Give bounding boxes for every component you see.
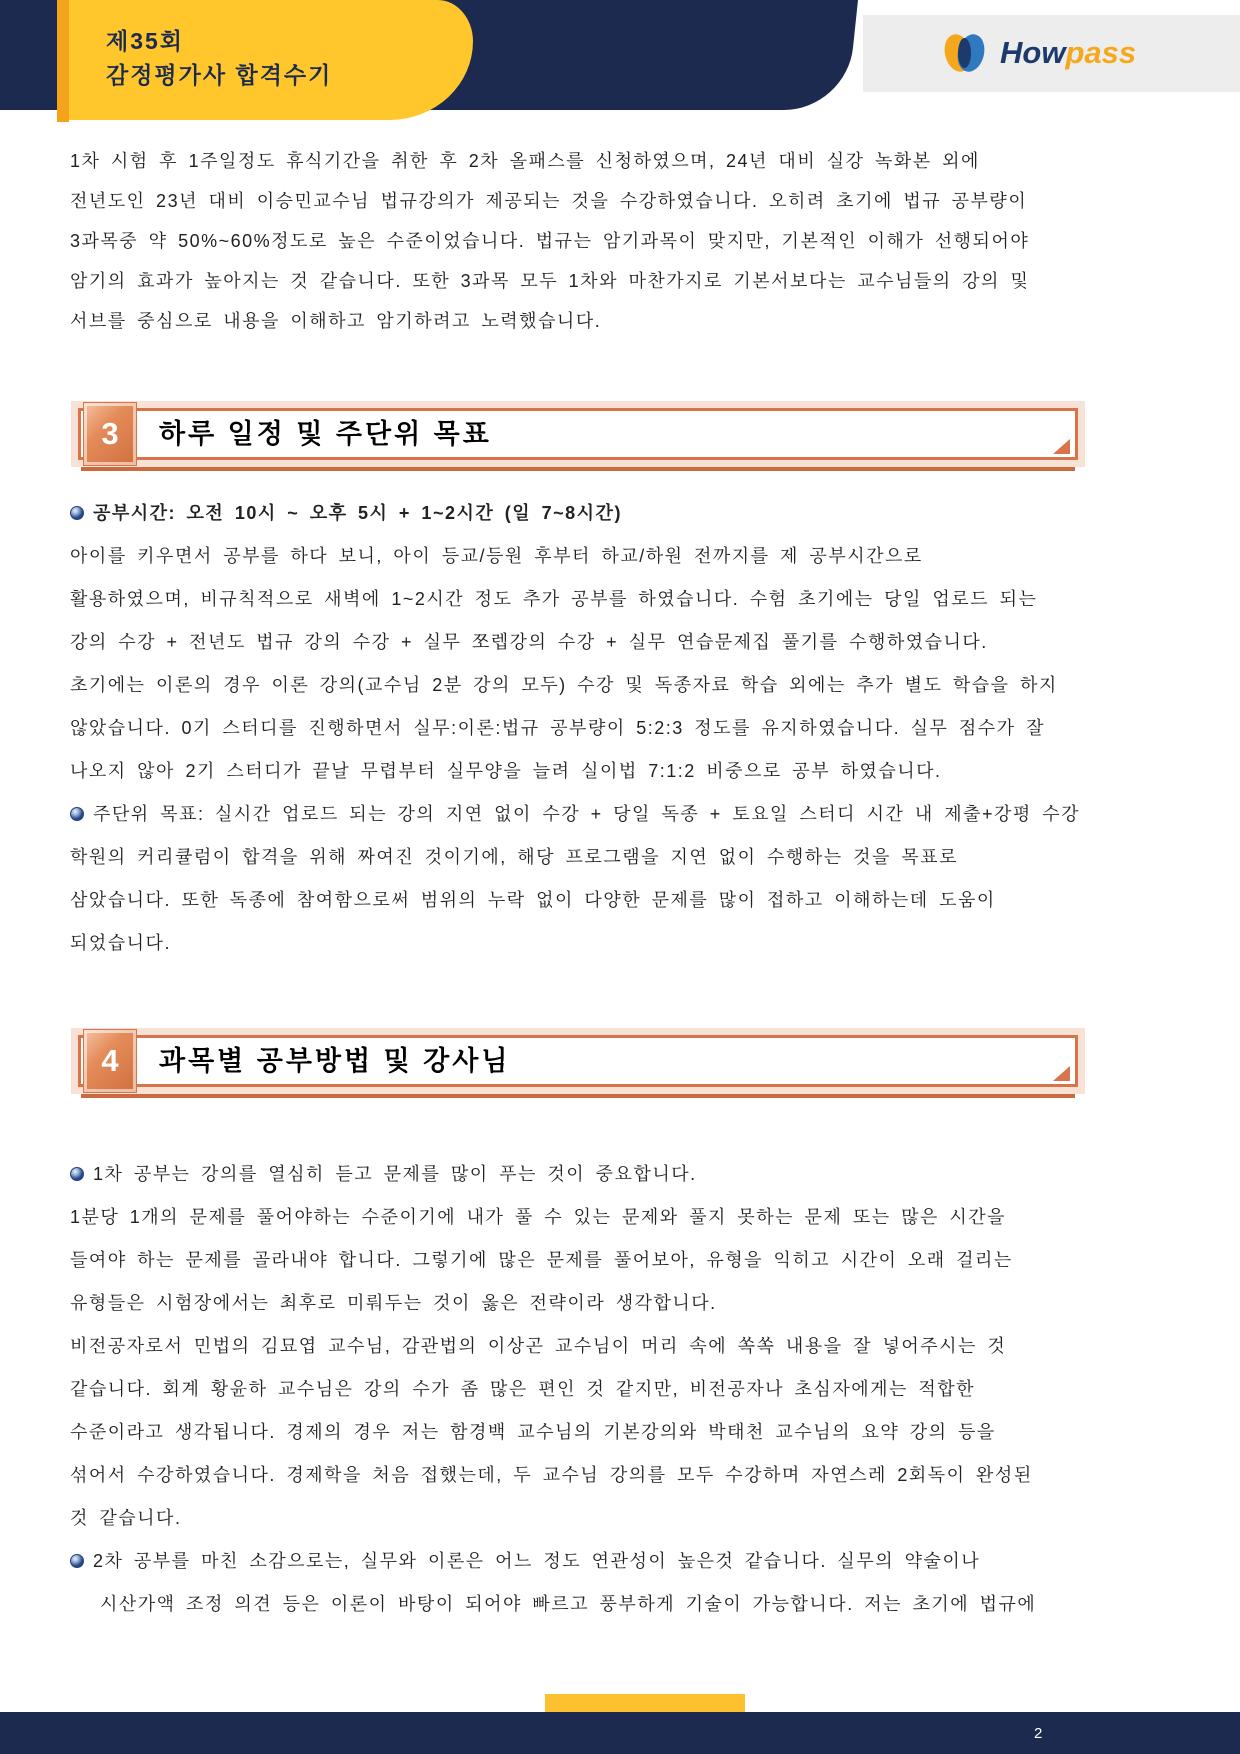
blue-bead-bullet-icon	[70, 1167, 84, 1181]
section-4-header	[78, 1035, 1078, 1087]
body-line: 공부시간: 오전 10시 ~ 오후 5시 + 1~2시간 (일 7~8시간)	[93, 503, 622, 523]
body-line: 유형들은 시험장에서는 최후로 미뤄두는 것이 옳은 전략이라 생각합니다.	[70, 1293, 717, 1313]
body-line: 섞어서 수강하였습니다. 경제학을 처음 접했는데, 두 교수님 강의를 모두 수강하며 자연스레 2회독이 완성된	[70, 1465, 1033, 1485]
bullet-line	[70, 492, 1176, 535]
body-line: 비전공자로서 민법의 김묘엽 교수님, 감관법의 이상곤 교수님이 머리 속에 쏙쏙 내용을 잘 넣어주시는 것	[70, 1336, 1007, 1356]
body-line: 되었습니다.	[70, 933, 171, 953]
logo-word-pass: pass	[1065, 35, 1137, 70]
body-line: 삼았습니다. 또한 독종에 참여함으로써 범위의 누락 없이 다양한 문제를 많이 접하고 이해하는데 도움이	[70, 890, 996, 910]
body-line: 주단위 목표: 실시간 업로드 되는 강의 지연 없이 수강 + 당일 독종 + 토요일 스터디 시간 내 제출+강평 수강	[93, 804, 1081, 824]
body-line: 않았습니다. 0기 스터디를 진행하면서 실무:이론:법규 공부량이 5:2:3 정도를 유지하였습니다. 실무 점수가 잘	[70, 718, 1045, 738]
section-3-header	[78, 408, 1078, 460]
logo-wordmark	[1000, 35, 1136, 71]
body-line: 서브를 중심으로 내용을 이해하고 암기하려고 노력했습니다.	[70, 311, 602, 331]
body-line: 초기에는 이론의 경우 이론 강의(교수님 2분 강의 모두) 수강 및 독종자료 학습 외에는 추가 별도 학습을 하지	[70, 675, 1058, 695]
intro-paragraph	[70, 141, 1176, 341]
body-line: 2차 공부를 마친 소감으로는, 실무와 이론은 어느 정도 연관성이 높은것 같습니다. 실무의 약술이나	[93, 1551, 981, 1571]
body-line: 수준이라고 생각됩니다. 경제의 경우 저는 함경백 교수님의 기본강의와 박태천 교수님의 요약 강의 등을	[70, 1422, 996, 1442]
body-line: 활용하였으며, 비규칙적으로 새벽에 1~2시간 정도 추가 공부를 하였습니다. 수험 초기에는 당일 업로드 되는	[70, 589, 1038, 609]
body-line: 학원의 커리큘럼이 합격을 위해 짜여진 것이기에, 해당 프로그램을 지연 없이 수행하는 것을 목표로	[70, 847, 959, 867]
page-number: 2	[1034, 1725, 1043, 1742]
body-line: 전년도인 23년 대비 이승민교수님 법규강의가 제공되는 것을 수강하였습니다. 오히려 초기에 법규 공부량이	[70, 191, 1028, 211]
bullet-line	[70, 1540, 1176, 1583]
body-line: 1차 공부는 강의를 열심히 듣고 문제를 많이 푸는 것이 중요합니다.	[93, 1164, 697, 1184]
body-line: 들여야 하는 문제를 골라내야 합니다. 그렇기에 많은 문제를 풀어보아, 유형을 익히고 시간이 오래 걸리는	[70, 1250, 1013, 1270]
blue-bead-bullet-icon	[70, 1554, 84, 1568]
orange-corner-triangle-icon	[1053, 439, 1070, 454]
body-line: 1분당 1개의 문제를 풀어야하는 수준이기에 내가 풀 수 있는 문제와 풀지 못하는 문제 또는 많은 시간을	[70, 1207, 1007, 1227]
bullet-line	[70, 793, 1176, 836]
page-title	[106, 24, 332, 92]
page-title-line2: 감정평가사 합격수기	[106, 62, 333, 88]
header-orange-stripe	[57, 0, 69, 122]
blue-bead-bullet-icon	[70, 807, 84, 821]
body-line: 강의 수강 + 전년도 법규 강의 수강 + 실무 쪼렙강의 수강 + 실무 연습문제집 풀기를 수행하였습니다.	[70, 632, 988, 652]
section-3-body	[70, 492, 1176, 965]
footer-navy-band	[0, 1712, 1240, 1754]
body-line: 1차 시험 후 1주일정도 휴식기간을 취한 후 2차 올패스를 신청하였으며, 24년 대비 실강 녹화본 외에	[70, 151, 980, 171]
blue-bead-bullet-icon	[70, 506, 84, 520]
body-line: 3과목중 약 50%~60%정도로 높은 수준이었습니다. 법규는 암기과목이 맞지만, 기본적인 이해가 선행되어야	[70, 231, 1030, 251]
body-line: 암기의 효과가 높아지는 것 같습니다. 또한 3과목 모두 1차와 마찬가지로 기본서보다는 교수님들의 강의 및	[70, 271, 1030, 291]
section-3-number-badge: 3	[84, 403, 136, 465]
section-4-title: 과목별 공부방법 및 강사님	[159, 1046, 511, 1076]
howpass-overlapping-ellipses-icon	[938, 28, 992, 78]
logo-word-how: How	[1000, 35, 1066, 70]
body-line: 같습니다. 회계 황윤하 교수님은 강의 수가 좀 많은 편인 것 같지만, 비전공자나 초심자에게는 적합한	[70, 1379, 976, 1399]
bullet-line	[70, 1153, 1176, 1196]
section-4-body	[70, 1153, 1176, 1626]
body-line: 것 같습니다.	[70, 1508, 182, 1528]
body-line: 나오지 않아 2기 스터디가 끝날 무렵부터 실무양을 늘려 실이법 7:1:2 비중으로 공부 하였습니다.	[70, 761, 942, 781]
section-3-title: 하루 일정 및 주단위 목표	[159, 419, 492, 449]
page-title-line1: 제35회	[106, 28, 185, 54]
orange-corner-triangle-icon	[1053, 1066, 1070, 1081]
howpass-logo	[938, 28, 1136, 78]
body-line: 아이를 키우면서 공부를 하다 보니, 아이 등교/등원 후부터 하교/하원 전까지를 제 공부시간으로	[70, 546, 923, 566]
section-4-number-badge: 4	[84, 1030, 136, 1092]
body-line: 시산가액 조정 의견 등은 이론이 바탕이 되어야 빠르고 풍부하게 기술이 가능합니다. 저는 초기에 법규에	[100, 1594, 1037, 1614]
